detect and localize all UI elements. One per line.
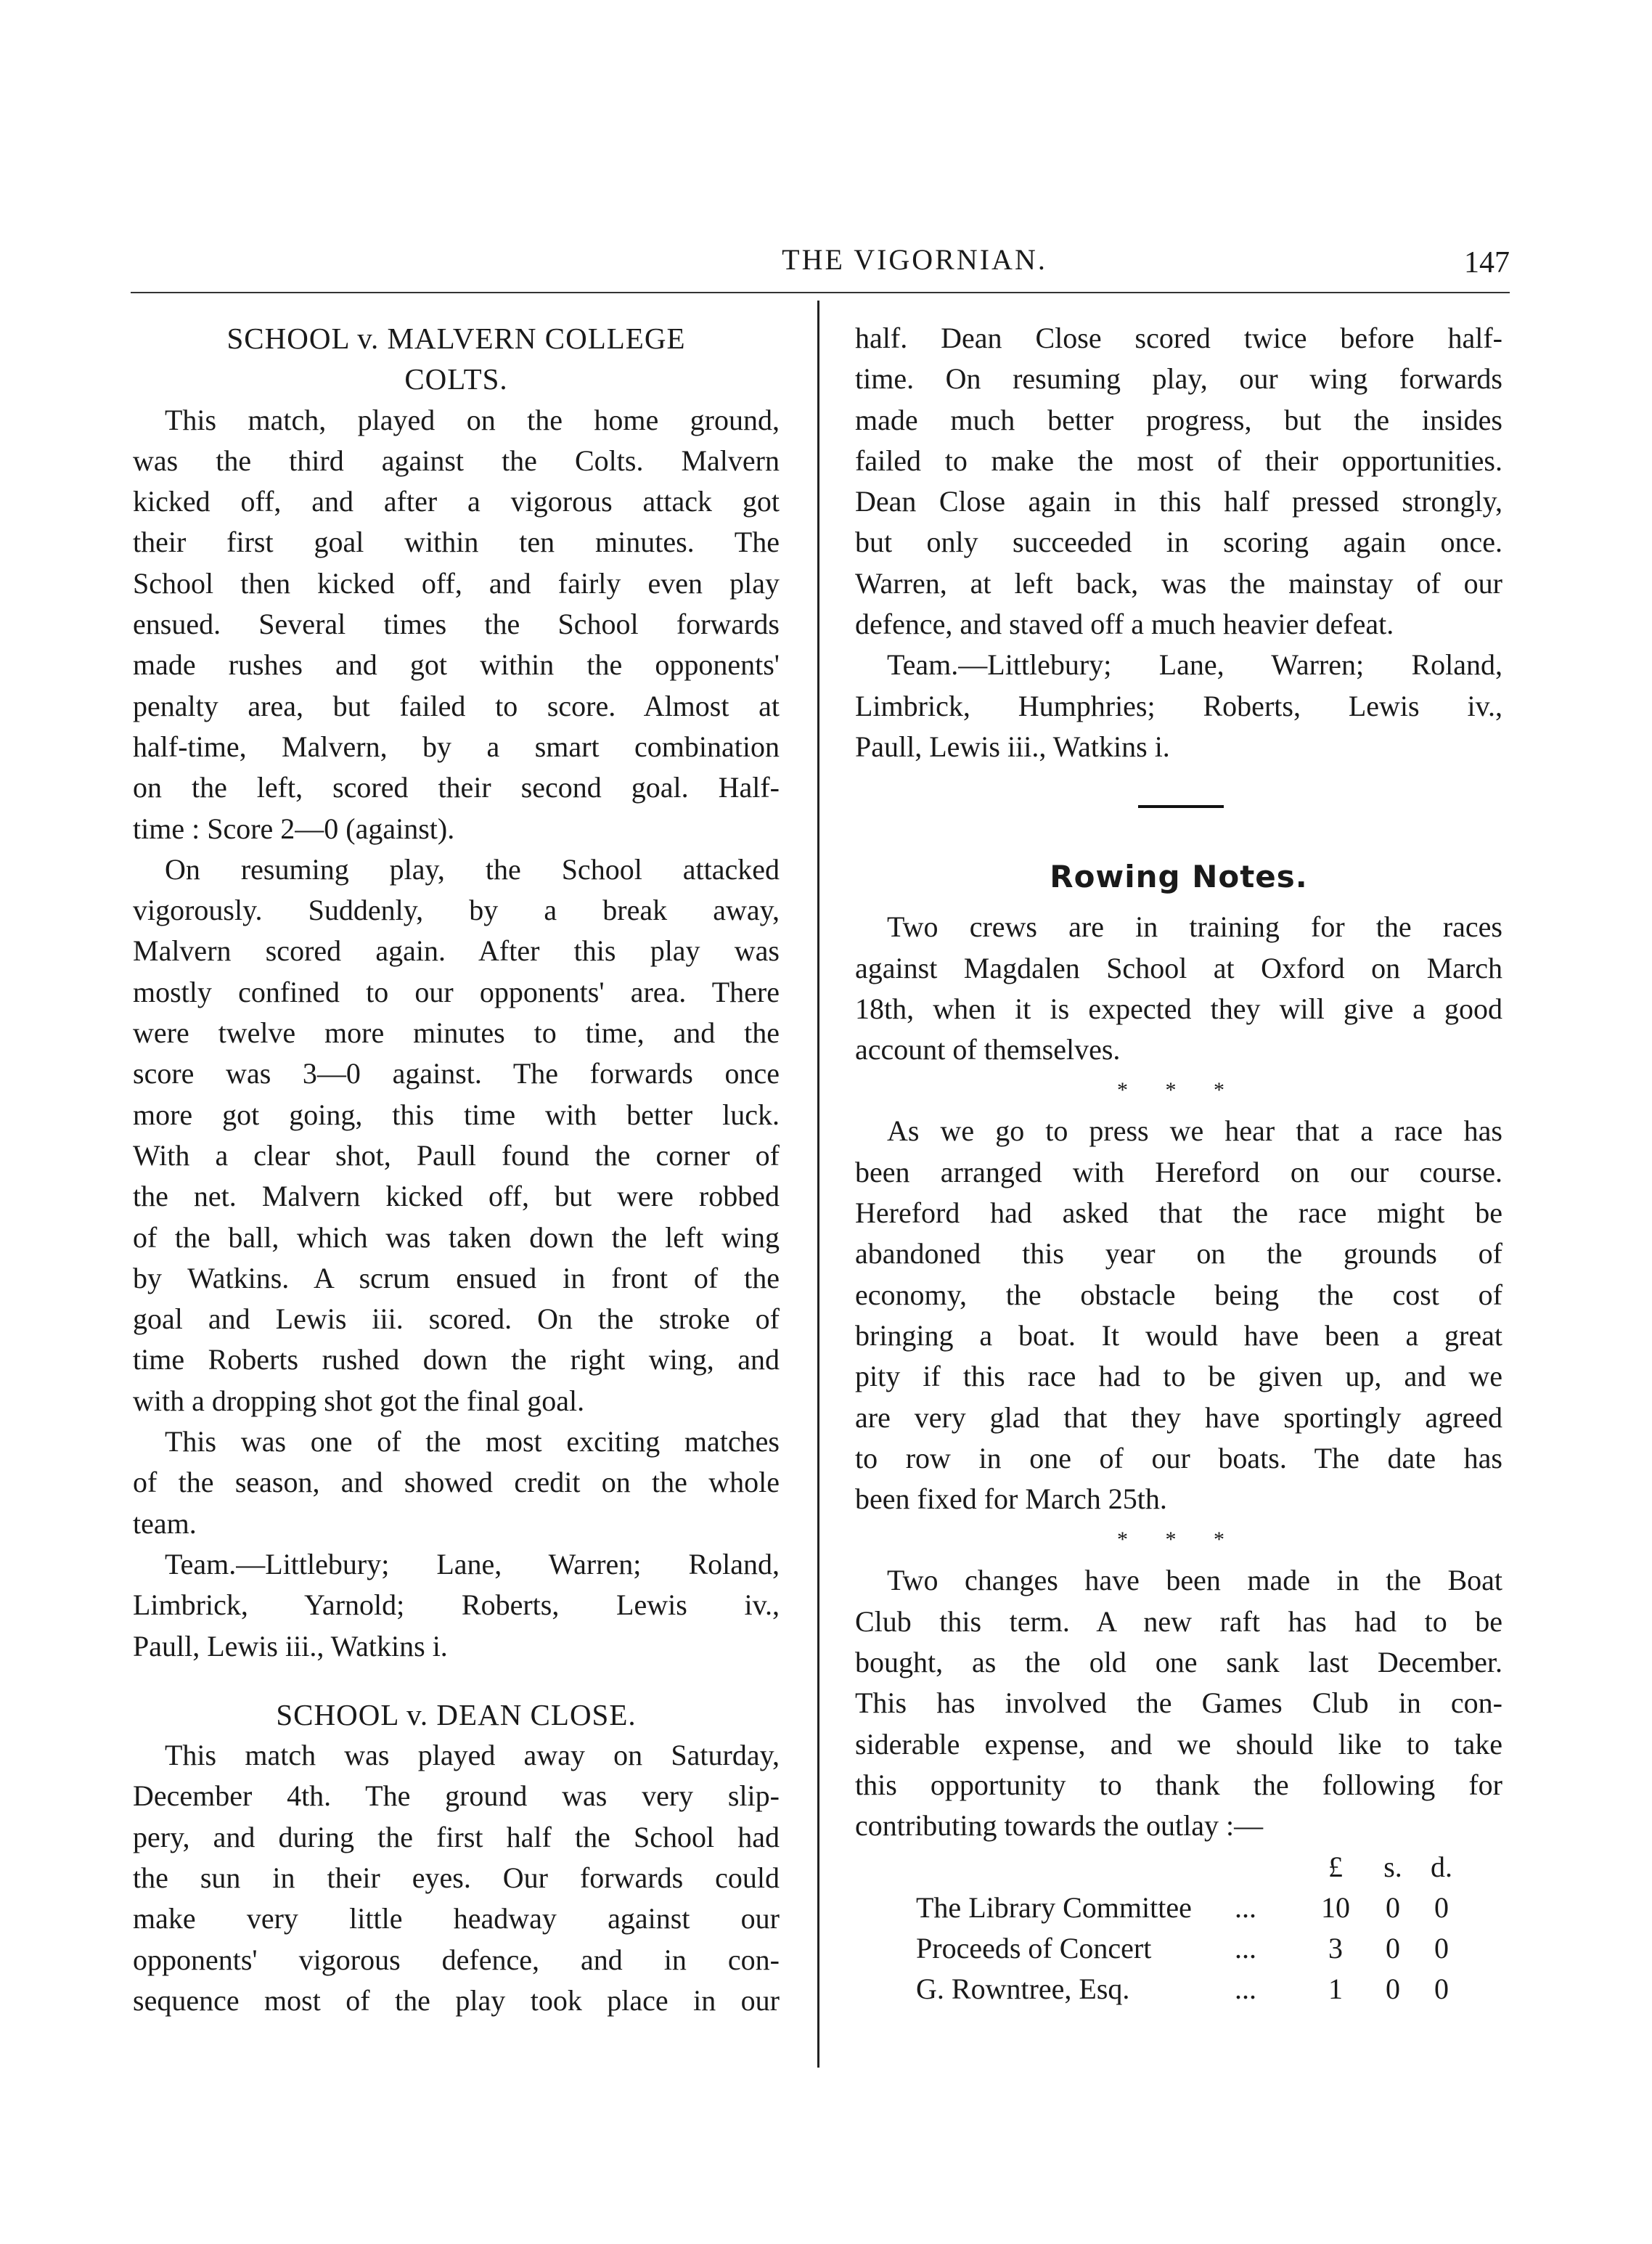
text-line: on the left, scored their second goal. Half- <box>133 771 780 804</box>
text-line: made much better progress, but the insides <box>855 403 1502 436</box>
amount-shillings: 0 <box>1386 1890 1400 1924</box>
subscription-row <box>855 1888 1502 1928</box>
text-line: opponents' vigorous defence, and in con- <box>133 1943 780 1976</box>
team-list <box>855 645 1502 767</box>
text-line: their first goal within ten minutes. The <box>133 526 780 559</box>
text-line: bringing a boat. It would have been a great <box>855 1318 1502 1352</box>
text-line: the sun in their eyes. Our forwards could <box>133 1861 780 1894</box>
text-line: team. <box>133 1506 197 1540</box>
text-line: made rushes and got within the opponents' <box>133 648 780 682</box>
text-line: to row in one of our boats. The date has <box>855 1441 1502 1474</box>
text-line: This has involved the Games Club in con- <box>855 1686 1502 1720</box>
leader-dots: ... <box>1235 1890 1256 1924</box>
text-line: Limbrick, Yarnold; Roberts, Lewis iv., <box>133 1588 780 1622</box>
subscription-row <box>855 1928 1502 1969</box>
amount-pounds: 3 <box>1328 1932 1343 1965</box>
text-line: siderable expense, and we should like to take <box>855 1727 1502 1760</box>
text-line: with a dropping shot got the final goal. <box>133 1384 585 1417</box>
asterism: * * * <box>1117 1078 1240 1103</box>
text-line: more got going, this time with better luck. <box>133 1098 780 1131</box>
section-separator <box>855 767 1502 847</box>
amount-pounds: 1 <box>1328 1972 1343 2006</box>
page-number: 147 <box>1464 246 1510 280</box>
text-line: goal and Lewis iii. scored. On the stroke of <box>133 1302 780 1336</box>
pounds-header: £ <box>1328 1850 1343 1883</box>
column-divider <box>817 301 819 2068</box>
text-line: Paull, Lewis iii., Watkins i. <box>133 1629 448 1662</box>
text-line: by Watkins. A scrum ensued in front of the <box>133 1261 780 1294</box>
text-line: half-time, Malvern, by a smart combination <box>133 730 780 763</box>
text-line: On resuming play, the School attacked <box>165 852 780 886</box>
text-line: the net. Malvern kicked off, but were robbed <box>133 1180 780 1213</box>
section-title: SCHOOL v. DEAN CLOSE. <box>276 1697 637 1731</box>
paragraph <box>855 1560 1502 1846</box>
dean-close-section <box>133 1694 780 2021</box>
text-line: account of themselves. <box>855 1033 1121 1066</box>
text-line: bought, as the old one sank last December. <box>855 1646 1502 1679</box>
spacer <box>133 1667 780 1694</box>
amount-pounds: 10 <box>1321 1890 1350 1924</box>
section-title-cont: COLTS. <box>404 362 508 396</box>
paragraph <box>133 849 780 1421</box>
amount-shillings: 0 <box>1386 1972 1400 2006</box>
text-line: kicked off, and after a vigorous attack got <box>133 485 780 518</box>
text-line: time Roberts rushed down the right wing, and <box>133 1343 780 1376</box>
text-line: As we go to press we hear that a race has <box>887 1114 1502 1148</box>
text-line: make very little headway against our <box>133 1902 780 1935</box>
text-line: mostly confined to our opponents' area. There <box>133 975 780 1008</box>
text-line: Dean Close again in this half pressed strongly, <box>855 485 1502 518</box>
text-line: contributing towards the outlay :— <box>855 1809 1264 1843</box>
text-line: This match, played on the home ground, <box>165 403 780 436</box>
text-line: School then kicked off, and fairly even play <box>133 566 780 600</box>
text-line: economy, the obstacle being the cost of <box>855 1278 1502 1311</box>
text-line: defence, and staved off a much heavier defeat. <box>855 608 1394 641</box>
asterism: * * * <box>1117 1527 1240 1552</box>
page-header <box>131 240 1510 283</box>
paragraph <box>855 318 1502 645</box>
amount-pence: 0 <box>1434 1890 1449 1924</box>
text-line: time : Score 2—0 (against). <box>133 812 455 845</box>
left-column <box>133 318 780 2021</box>
subscriber-name: G. Rowntree, Esq. <box>916 1972 1130 2006</box>
paragraph <box>133 400 780 849</box>
subscription-table <box>855 1847 1502 2010</box>
text-line: of the ball, which was taken down the left wing <box>133 1220 780 1254</box>
rowing-notes-title: Rowing Notes. <box>1050 859 1308 895</box>
text-line: Warren, at left back, was the mainstay of our <box>855 566 1502 600</box>
subscriber-name: The Library Committee <box>916 1890 1192 1924</box>
subscription-row <box>855 1969 1502 2010</box>
paragraph <box>133 1735 780 2021</box>
text-line: were twelve more minutes to time, and the <box>133 1016 780 1050</box>
dean-close-continued <box>855 318 1502 767</box>
text-line: Hereford had asked that the race might be <box>855 1196 1502 1230</box>
leader-dots: ... <box>1235 1932 1256 1965</box>
subscriber-name: Proceeds of Concert <box>916 1932 1152 1965</box>
paragraph <box>855 907 1502 1070</box>
header-rule <box>131 292 1510 293</box>
text-line: With a clear shot, Paull found the corner of <box>133 1138 780 1172</box>
paragraph <box>133 1421 780 1544</box>
text-line: Limbrick, Humphries; Roberts, Lewis iv., <box>855 689 1502 722</box>
text-line: been arranged with Hereford on our course. <box>855 1155 1502 1188</box>
text-line: time. On resuming play, our wing forwards <box>855 362 1502 396</box>
text-line: sequence most of the play took place in our <box>133 1983 780 2017</box>
amount-pence: 0 <box>1434 1972 1449 2006</box>
text-line: pity if this race had to be given up, and we <box>855 1360 1502 1393</box>
amount-shillings: 0 <box>1386 1932 1400 1965</box>
text-line: Club this term. A new raft has had to be <box>855 1604 1502 1638</box>
section-title: SCHOOL v. MALVERN COLLEGE <box>226 322 686 355</box>
subscription-table-header <box>855 1847 1502 1888</box>
malvern-section <box>133 318 780 1667</box>
amount-pence: 0 <box>1434 1932 1449 1965</box>
leader-dots: ... <box>1235 1972 1256 2006</box>
shillings-header: s. <box>1383 1850 1402 1883</box>
right-column <box>855 318 1502 2010</box>
text-line: penalty area, but failed to score. Almost at <box>133 689 780 722</box>
text-line: This match was played away on Saturday, <box>165 1739 780 1772</box>
text-line: Paull, Lewis iii., Watkins i. <box>855 730 1170 763</box>
rowing-notes-section <box>855 847 1502 2010</box>
team-list <box>133 1544 780 1667</box>
text-line: This was one of the most exciting matches <box>165 1425 780 1458</box>
text-line: but only succeeded in scoring again once. <box>855 526 1502 559</box>
text-line: against Magdalen School at Oxford on March <box>855 951 1502 984</box>
text-line: Two crews are in training for the races <box>887 910 1502 944</box>
text-line: Team.—Littlebury; Lane, Warren; Roland, <box>887 648 1502 682</box>
running-title: THE VIGORNIAN. <box>782 243 1047 276</box>
text-line: pery, and during the first half the School had <box>133 1820 780 1853</box>
text-line: score was 3—0 against. The forwards once <box>133 1057 780 1090</box>
text-line: ensued. Several times the School forwards <box>133 608 780 641</box>
text-line: Team.—Littlebury; Lane, Warren; Roland, <box>165 1547 780 1580</box>
text-line: abandoned this year on the grounds of <box>855 1237 1502 1270</box>
pence-header: d. <box>1431 1850 1452 1883</box>
text-line: Malvern scored again. After this play was <box>133 934 780 968</box>
text-line: are very glad that they have sportingly agreed <box>855 1400 1502 1434</box>
text-line: vigorously. Suddenly, by a break away, <box>133 894 780 927</box>
text-line: was the third against the Colts. Malvern <box>133 444 780 477</box>
text-line: Two changes have been made in the Boat <box>887 1564 1502 1597</box>
paragraph <box>855 1111 1502 1519</box>
text-line: 18th, when it is expected they will give a good <box>855 992 1502 1025</box>
text-line: been fixed for March 25th. <box>855 1482 1167 1516</box>
text-line: December 4th. The ground was very slip- <box>133 1779 780 1813</box>
text-line: failed to make the most of their opportunities. <box>855 444 1502 477</box>
text-line: this opportunity to thank the following for <box>855 1768 1502 1801</box>
text-line: half. Dean Close scored twice before half- <box>855 322 1502 354</box>
text-line: of the season, and showed credit on the whole <box>133 1466 780 1499</box>
